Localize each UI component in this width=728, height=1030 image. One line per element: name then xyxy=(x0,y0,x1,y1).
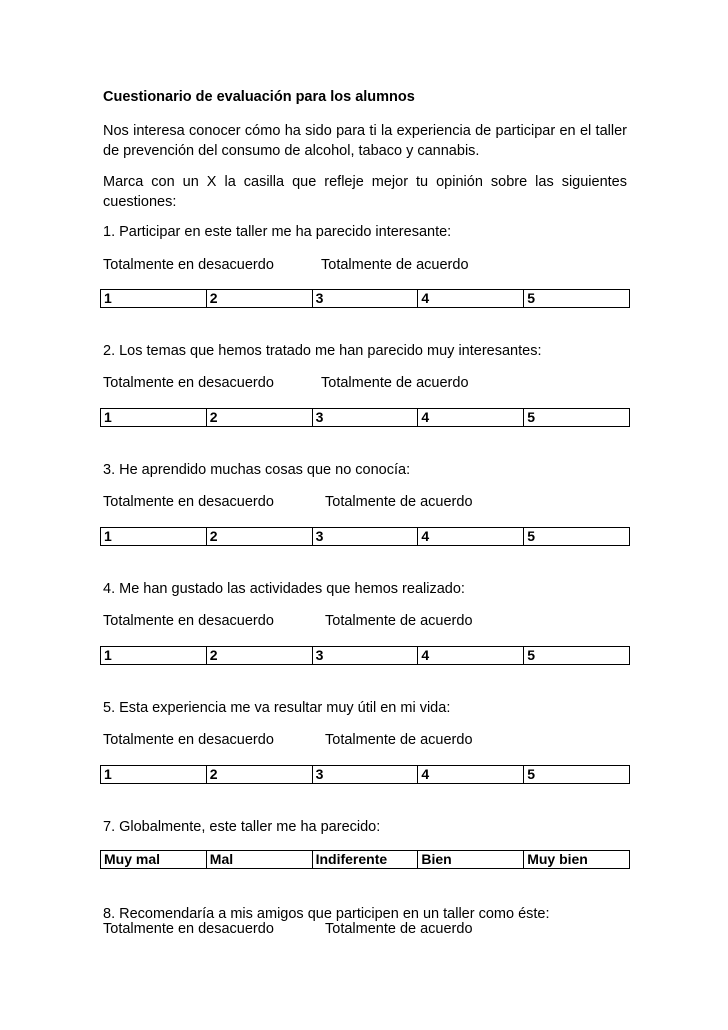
question-1-text: 1. Participar en este taller me ha parecido interesante: xyxy=(103,224,452,240)
scale-right-label: Totalmente de acuerdo xyxy=(321,375,469,391)
question-7-rating-row xyxy=(100,850,630,869)
scale-right-label: Totalmente de acuerdo xyxy=(325,732,473,748)
rating-option-1[interactable]: 1 xyxy=(104,290,112,306)
rating-option-5[interactable]: 5 xyxy=(523,766,629,783)
rating-option-3[interactable]: 3 xyxy=(312,290,418,307)
scale-right-label: Totalmente de acuerdo xyxy=(325,921,473,937)
rating-option-5[interactable]: 5 xyxy=(523,409,629,426)
question-4-scale-labels xyxy=(103,613,633,632)
rating-option-3[interactable]: 3 xyxy=(312,409,418,426)
rating-option-2[interactable]: 2 xyxy=(206,409,312,426)
rating-option-3[interactable]: 3 xyxy=(312,528,418,545)
question-3-rating-row xyxy=(100,527,630,546)
rating-option-3[interactable]: 3 xyxy=(312,766,418,783)
rating-option-1[interactable]: 1 xyxy=(104,409,112,425)
scale-left-label: Totalmente en desacuerdo xyxy=(103,732,274,748)
rating-option-2[interactable]: 2 xyxy=(206,766,312,783)
rating-option-4[interactable]: 4 xyxy=(417,766,523,783)
rating-option-3[interactable]: 3 xyxy=(312,647,418,664)
question-2-rating-row xyxy=(100,408,630,427)
question-5-scale-labels xyxy=(103,732,633,751)
question-7-text: 7. Globalmente, este taller me ha parecido: xyxy=(103,819,381,835)
question-4-rating-row xyxy=(100,646,630,665)
scale-left-label: Totalmente en desacuerdo xyxy=(103,613,274,629)
scale-right-label: Totalmente de acuerdo xyxy=(321,257,469,273)
rating-option-5[interactable]: 5 xyxy=(523,647,629,664)
question-8-scale-labels xyxy=(103,921,633,940)
rating-option-2[interactable]: 2 xyxy=(206,528,312,545)
rating-option-5[interactable]: 5 xyxy=(523,528,629,545)
intro-paragraph: Nos interesa conocer cómo ha sido para ti la experiencia de participar en el taller de prevención del consumo de alcohol, tabaco y cannabis. xyxy=(103,123,627,159)
rating-option-1[interactable]: 1 xyxy=(104,766,112,782)
rating-option-1[interactable]: 1 xyxy=(104,528,112,544)
question-4-text: 4. Me han gustado las actividades que hemos realizado: xyxy=(103,581,465,597)
rating-option-muy-mal[interactable]: Muy mal xyxy=(104,851,161,867)
question-3-scale-labels xyxy=(103,494,633,513)
rating-option-1[interactable]: 1 xyxy=(104,647,112,663)
rating-option-2[interactable]: 2 xyxy=(206,647,312,664)
question-1-scale-labels xyxy=(103,257,633,276)
instruction-paragraph: Marca con un X la casilla que refleje mejor tu opinión sobre las siguientes cuestiones: xyxy=(103,174,627,210)
question-2-text: 2. Los temas que hemos tratado me han parecido muy interesantes: xyxy=(103,343,542,359)
question-8-text: 8. Recomendaría a mis amigos que participen en un taller como éste: xyxy=(103,906,550,922)
document-title: Cuestionario de evaluación para los alumnos xyxy=(103,89,415,105)
rating-option-4[interactable]: 4 xyxy=(417,647,523,664)
scale-right-label: Totalmente de acuerdo xyxy=(325,613,473,629)
rating-option-bien[interactable]: Bien xyxy=(417,851,523,868)
scale-left-label: Totalmente en desacuerdo xyxy=(103,375,274,391)
rating-option-indiferente[interactable]: Indiferente xyxy=(312,851,418,868)
question-3-text: 3. He aprendido muchas cosas que no conocía: xyxy=(103,462,411,478)
rating-option-4[interactable]: 4 xyxy=(417,409,523,426)
rating-option-4[interactable]: 4 xyxy=(417,528,523,545)
question-5-text: 5. Esta experiencia me va resultar muy útil en mi vida: xyxy=(103,700,451,716)
rating-option-4[interactable]: 4 xyxy=(417,290,523,307)
rating-option-2[interactable]: 2 xyxy=(206,290,312,307)
scale-right-label: Totalmente de acuerdo xyxy=(325,494,473,510)
rating-option-mal[interactable]: Mal xyxy=(206,851,312,868)
rating-option-5[interactable]: 5 xyxy=(523,290,629,307)
question-5-rating-row xyxy=(100,765,630,784)
scale-left-label: Totalmente en desacuerdo xyxy=(103,494,274,510)
scale-left-label: Totalmente en desacuerdo xyxy=(103,257,274,273)
rating-option-muy-bien[interactable]: Muy bien xyxy=(523,851,629,868)
question-2-scale-labels xyxy=(103,375,633,394)
scale-left-label: Totalmente en desacuerdo xyxy=(103,921,274,937)
question-1-rating-row xyxy=(100,289,630,308)
